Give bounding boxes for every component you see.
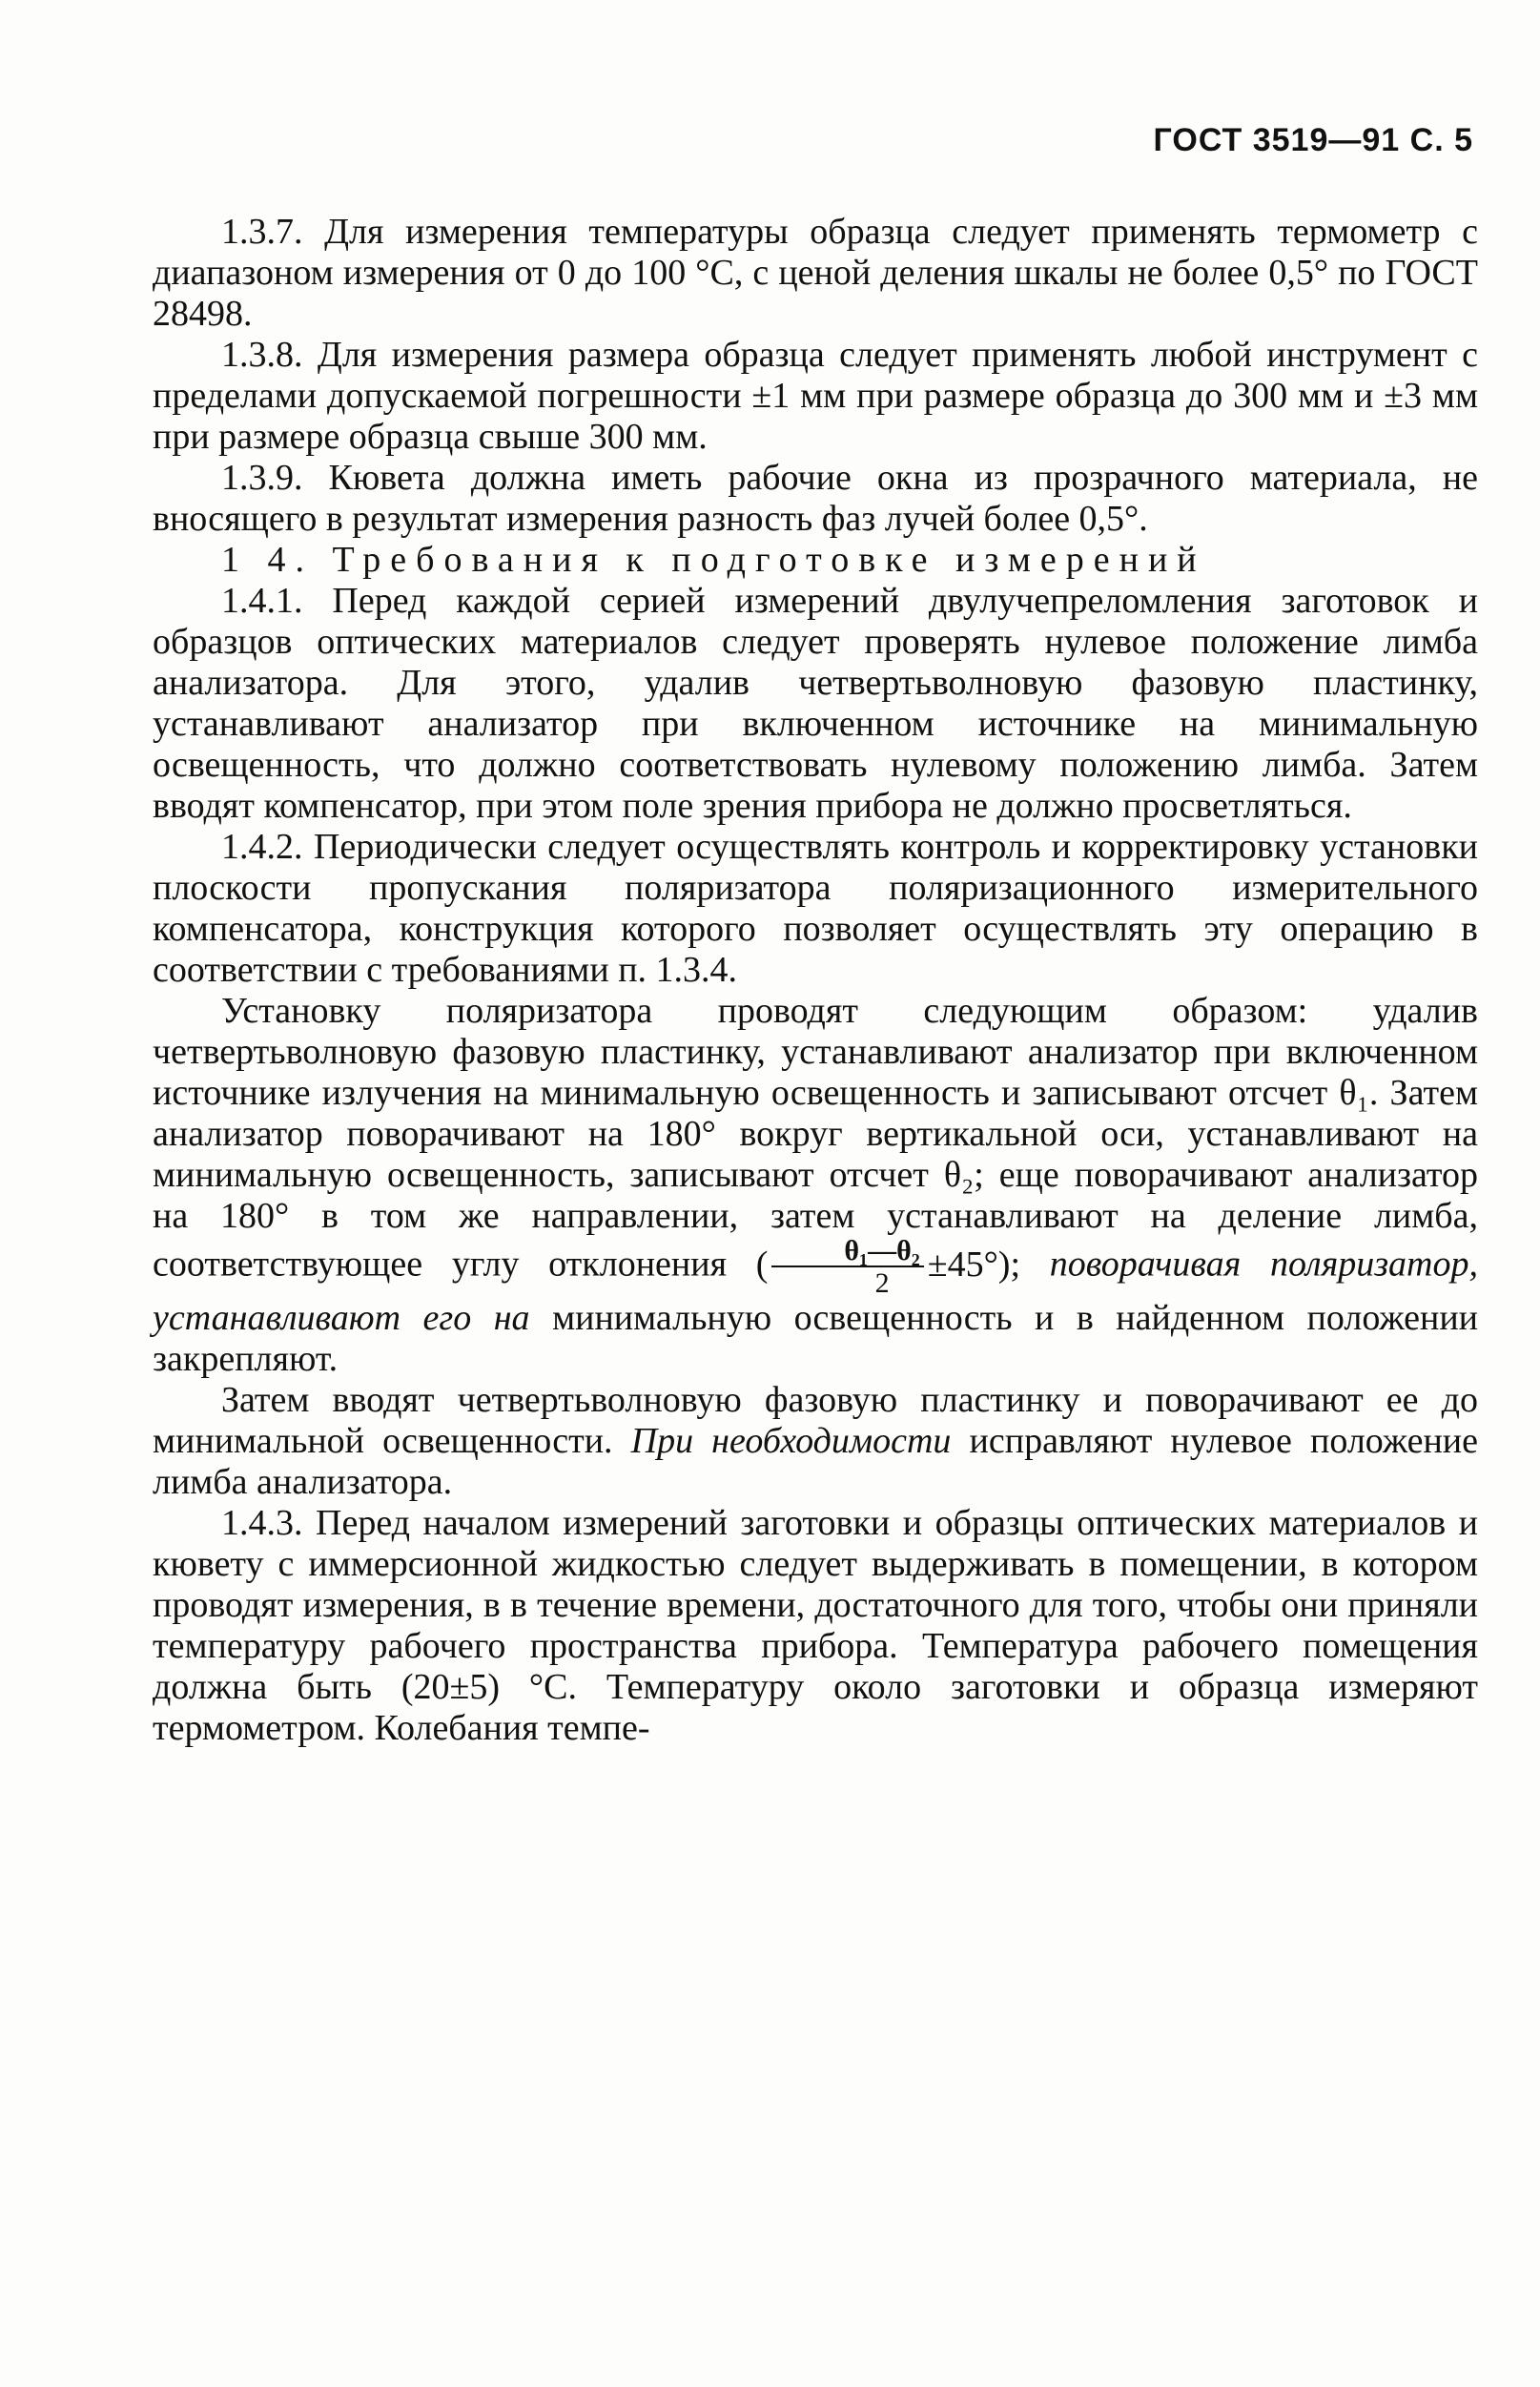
then-text-plain: Затем вводят четвертьволновую фазовую пластинку и поворачивают ее до минимальной освещенности. [153,1380,1478,1461]
paragraph-1-4-1: 1.4.1. Перед каждой серией измерений двулучепреломления заготовок и образцов оптических материалов следует проверять нулевое положение лимба анализатора. Для этого, удалив четвертьволновую фазовую пластинку, устанавливают анализатор при включенном источнике на минимальную освещенность, что должно соответствовать нулевому положению лимба. Затем вводят компенсатор, при этом поле зрения прибора не должно просветляться. [153,581,1478,826]
formula-numerator: θ₁—θ₂ [771,1237,923,1267]
formula-fraction [771,1237,923,1298]
then-text-end: исправляют нулевое положение лимба анализатора. [153,1421,1478,1502]
install-italic-text: поворачивая поляризатор, устанавливают его на [153,1244,1479,1338]
formula-tail: ±45°); [927,1244,1020,1285]
angle-formula: ( $\frac{\text{θ₁—θ₂}}{2}$ ±45°); [755,1235,1020,1299]
paragraph-1-4-2: 1.4.2. Периодически следует осуществлять контроль и корректировку установки плоскости пропускания поляризатора поляризационного измерительного компенсатора, конструкция которого позволяет осуществлять эту операцию в соответствии с требованиями п. 1.3.4. [153,827,1478,990]
page-header: ГОСТ 3519—91 С. 5 [1153,122,1473,158]
paragraph-install-polarizer [153,991,1478,1380]
paragraph-1-3-9: 1.3.9. Кювета должна иметь рабочие окна из прозрачного материала, не вносящего в результат измерения разность фаз лучей более 0,5°. [153,458,1478,539]
paragraph-then-insert [153,1380,1478,1503]
paragraph-1-3-8: 1.3.8. Для измерения размера образца следует применять любой инструмент с пределами допускаемой погрешности ±1 мм при размере образца до 300 мм и ±3 мм при размере образца свыше 300 мм. [153,335,1478,457]
section-heading: 1 4. Требования к подготовке измерений [221,540,1206,580]
document-body [153,212,1478,1749]
install-text-after: минимальную освещенность и в найденном положении закрепляют. [153,1298,1479,1379]
install-text-before: Установку поляризатора проводят следующим образом: удалив четвертьволновую фазовую пластинку, устанавливают анализатор при включенном источнике излучения на минимальную освещенность и записывают отсчет θ₁. Затем анализатор поворачивают на 180° вокруг вертикальной оси, устанавливают на минимальную освещенность, записывают отсчет θ₂; еще поворачивают анализатор на 180° в том же направлении, затем устанавливают на деление лимба, соответствующее углу отклонения [153,991,1478,1285]
paragraph-1-3-7: 1.3.7. Для измерения температуры образца следует применять термометр с диапазоном измерения от 0 до 100 °С, с ценой деления шкалы не более 0,5° по ГОСТ 28498. [153,212,1478,334]
formula-denominator: 2 [874,1267,890,1299]
then-text-italic: При необходимости [630,1421,952,1461]
paragraph-1-4-3: 1.4.3. Перед началом измерений заготовки и образцы оптических материалов и кювету с иммерсионной жидкостью следует выдерживать в помещении, в котором проводят измерения, в в течение времени, достаточного для того, чтобы они приняли температуру рабочего пространства прибора. Температура рабочего помещения должна быть (20±5) °С. Температуру около заготовки и образца измеряют термометром. Колебания темпе- [153,1503,1478,1748]
